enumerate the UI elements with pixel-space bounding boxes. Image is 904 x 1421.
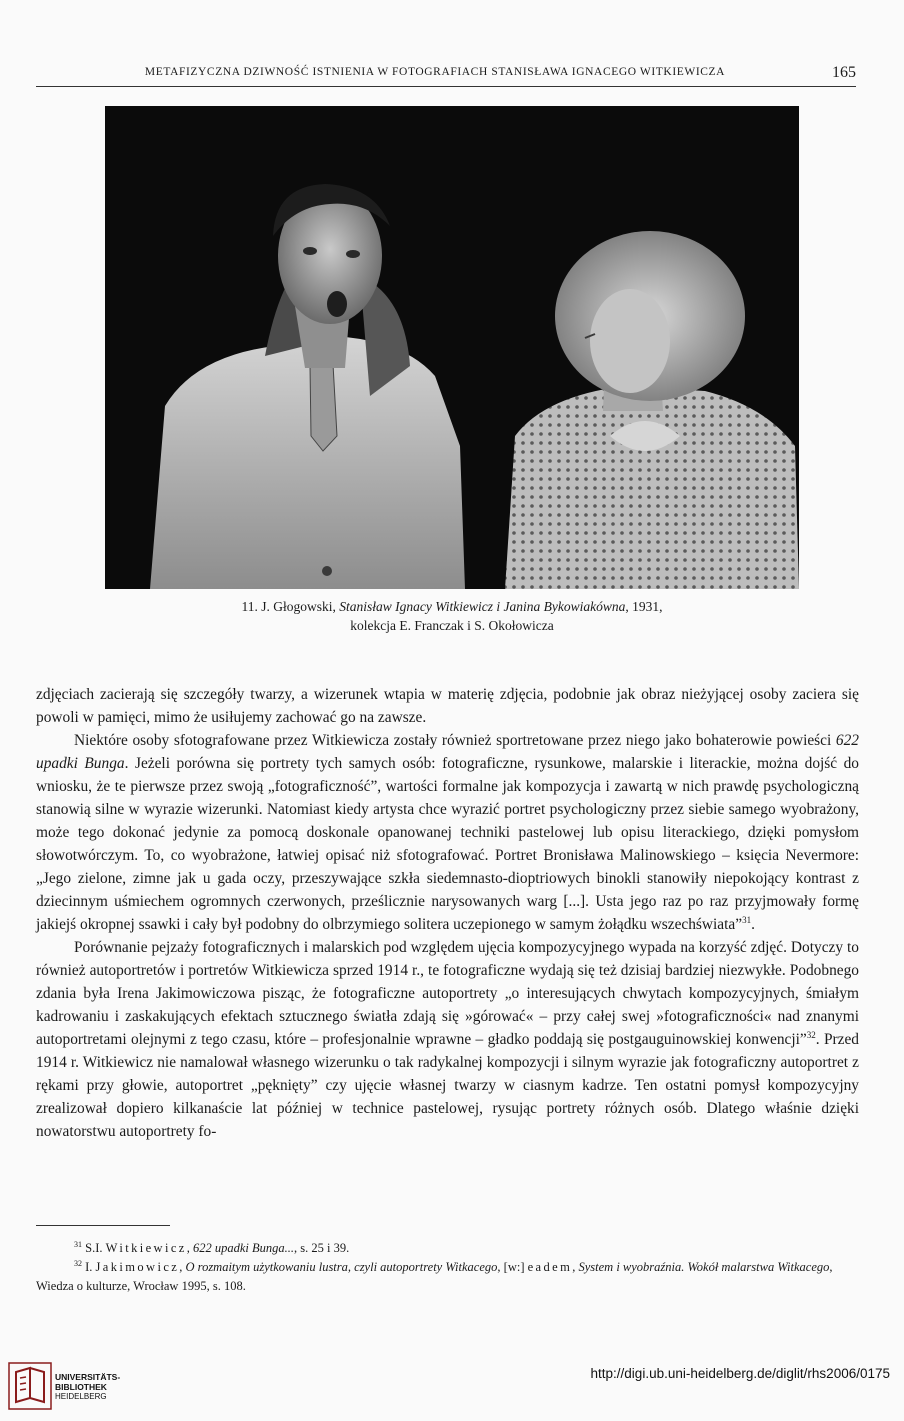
book-title: 622 upadki Bunga bbox=[36, 732, 859, 772]
paragraph-1: zdjęciach zacierają się szczegóły twarzy, a wizerunek wtapia w materię zdjęcia, podobnie jak obraz nieżyjącej osoby zaciera się powoli w pamięci, mimo że usiłujemy zachować go na zawsze. bbox=[36, 686, 859, 726]
digitization-footer bbox=[0, 1358, 904, 1421]
footnote-31: $^{31}$ S.I. Witkiewicz, 622 upadki Bunga..., s. 25 i 39. bbox=[74, 1240, 350, 1255]
caption-line-1 bbox=[105, 597, 799, 616]
figure-photograph bbox=[105, 106, 799, 589]
footnote-author: Jakimowicz bbox=[95, 1260, 180, 1274]
body-text bbox=[36, 683, 859, 1143]
footnote-32: $^{32}$ I. Jakimowicz, O rozmaitym użytkowaniu lustra, czyli autoportrety Witkacego, [w:] eadem, System i wyobraźnia. Wokół malarstwa Witkacego, Wiedza o kulturze, Wrocław 1995, s. 108. bbox=[36, 1259, 833, 1293]
footnote-author: Witkiewicz bbox=[105, 1241, 187, 1255]
figure-caption bbox=[105, 597, 799, 635]
running-header bbox=[36, 64, 856, 84]
footnote-rule bbox=[36, 1225, 170, 1226]
library-logo-icon bbox=[8, 1362, 52, 1410]
running-title: METAFIZYCZNA DZIWNOŚĆ ISTNIENIA W FOTOGRAFIACH STANISŁAWA IGNACEGO WITKIEWICZA bbox=[144, 66, 726, 78]
footnote-number: 32 bbox=[74, 1259, 82, 1268]
footnote-number: 31 bbox=[74, 1240, 82, 1249]
caption-line-2: kolekcja E. Franczak i S. Okołowicza bbox=[350, 618, 554, 633]
library-name: UNIVERSITÄTS- BIBLIOTHEK HEIDELBERG bbox=[55, 1372, 121, 1401]
photo-illustration bbox=[105, 106, 799, 589]
footnote-ref-32: 32 bbox=[806, 1030, 816, 1040]
source-url-link[interactable]: http://digi.ub.uni-heidelberg.de/diglit/rhs2006/0175 bbox=[590, 1366, 890, 1381]
caption-title: Stanisław Ignacy Witkiewicz i Janina Bykowiakówna bbox=[339, 599, 626, 614]
page-number: 165 bbox=[832, 64, 856, 81]
caption-year: , 1931, bbox=[625, 599, 663, 614]
header-rule bbox=[36, 86, 856, 87]
paragraph-2: Niektóre osoby sfotografowane przez Witkiewicza zostały również sportretowane przez niego jako bohaterowie powieści 622 upadki Bunga. Jeżeli porówna się portrety tych samych osób: fotograficzne, rysunkowe, malarskie i literackie, można dojść do wniosku, że te pierwsze przez swoją „fotograficzność”, wartości formalne jak kompozycja i zawartą w nich prawdę psychologiczną stanowią silne w wyrazie wizerunki. Natomiast kiedy artysta chce wyrazić portret psychologiczny przez siebie samego wyobrażony, może tego dokonać jedynie za pomocą doskonale opanowanej techniki pastelowej lub opisu literackiego, dzięki pomysłom słowotwórczym. To, co wyobrażone, łatwiej opisać niż sfotografować. Portret Bronisława Malinowskiego – księcia Nevermore: „Jego zielone, zimne jak u gada oczy, przeszywające szkła siedemnasto-dioptriowych binokli stanowiły niepokojący kontrast z dziecinnym uśmiechem ogromnych czerwonych, prześlicznie narysowanych warg [...]. Usta jego raz po raz przyjmowały formę jakiejś okropnej ssawki i cały był podobny do olbrzymiego solitera uczepionego w samym żołądku wszechświata”$^{31}$. bbox=[36, 732, 860, 933]
caption-credit: 11. J. Głogowski, bbox=[241, 599, 340, 614]
paragraph-3: Porównanie pejzaży fotograficznych i malarskich pod względem ujęcia kompozycyjnego wypada na korzyść zdjęć. Dotyczy to również autoportretów i portretów Witkiewicza sprzed 1914 r., te fotograficzne wydają się też dzisiaj bardziej niezwykłe. Podobnego zdania była Irena Jakimowiczowa pisząc, że fotograficzne autoportrety „o interesujących chwytach kompozycyjnych, śmiałym kadrowaniu i zaskakujących efektach sztucznego światła zdają się »górować« – przy całej swej »fotograficzności« nad znanymi autoportretami olejnymi z tego czasu, które – profesjonalnie wprawne – gładko poddają się postgauguinowskiej konwencji”$^{32}$. Przed 1914 r. Witkiewicz nie namalował własnego wizerunku o tak radykalnej kompozycji i silnym wyrazie jak fotograficzny autoportret z rękami przy głowie, autoportret „pęknięty” czy ujęcie własnej twarzy w ciasnym kadrze. Ten ostatni pomysł kompozycyjny zrealizował dopiero kilkanaście lat później w technice pastelowej, rysując portrety różnych osób. Dlatego właśnie dzięki nowatorstwu autoportrety fo- bbox=[36, 939, 859, 1140]
footnote-ref-31: 31 bbox=[742, 915, 752, 925]
